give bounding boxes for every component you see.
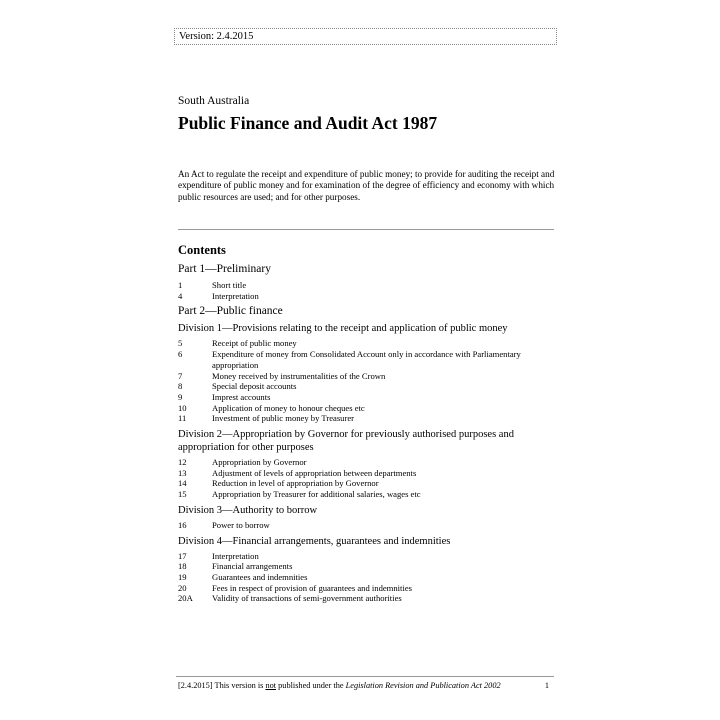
toc-entry-number: 7 bbox=[178, 370, 183, 381]
footer-text-before: This version is bbox=[214, 681, 264, 690]
divider bbox=[178, 229, 554, 230]
toc-entry-title: Validity of transactions of semi-government authorities bbox=[212, 593, 402, 604]
toc-division-2-heading[interactable]: Division 2—Appropriation by Governor for previously authorised purposes and appropriation for other purposes bbox=[178, 429, 514, 454]
toc-entry-title: Fees in respect of provision of guarantees and indemnities bbox=[212, 582, 412, 593]
toc-entry-title: Adjustment of levels of appropriation between departments bbox=[212, 467, 417, 478]
toc-entry[interactable] bbox=[178, 413, 558, 424]
toc-entry[interactable] bbox=[178, 338, 558, 349]
long-title: An Act to regulate the receipt and expenditure of public money; to provide for auditing the receipt and expenditure of public money and for examination of the degree of efficiency and economy with which public resources are used; and for other purposes. bbox=[178, 169, 555, 202]
toc-entry-title: Investment of public money by Treasurer bbox=[212, 413, 355, 424]
toc-entry-number: 10 bbox=[178, 402, 187, 413]
footer-divider bbox=[176, 676, 554, 677]
toc-entry-title: Special deposit accounts bbox=[212, 381, 297, 392]
toc-entry[interactable] bbox=[178, 561, 558, 572]
toc-entry-title: Interpretation bbox=[212, 550, 259, 561]
toc-entry[interactable] bbox=[178, 381, 558, 392]
version-label: Version: 2.4.2015 bbox=[179, 31, 254, 42]
toc-entry[interactable] bbox=[178, 371, 558, 382]
toc-entry-number: 16 bbox=[178, 519, 187, 530]
toc-entry[interactable] bbox=[178, 478, 558, 489]
toc-division-2-entries bbox=[178, 457, 558, 500]
toc-entry-title: Reduction in level of appropriation by Governor bbox=[212, 478, 379, 489]
toc-entry-title: Power to borrow bbox=[212, 519, 270, 530]
toc-entry-number: 13 bbox=[178, 467, 187, 478]
toc-part-1-entries bbox=[178, 280, 558, 301]
toc-division-3-heading[interactable]: Division 3—Authority to borrow bbox=[178, 504, 318, 516]
toc-entry-number: 4 bbox=[178, 290, 183, 301]
footer-date: [2.4.2015] bbox=[178, 681, 213, 690]
toc-entry[interactable] bbox=[178, 392, 558, 403]
toc-division-1-entries bbox=[178, 338, 558, 424]
toc-entry-title: Financial arrangements bbox=[212, 561, 293, 572]
toc-entry-title: Receipt of public money bbox=[212, 338, 297, 349]
table-of-contents bbox=[178, 242, 558, 606]
toc-entry[interactable] bbox=[178, 520, 558, 531]
toc-division-1-heading[interactable]: Division 1—Provisions relating to the receipt and application of public money bbox=[178, 323, 508, 335]
toc-entry-title: Short title bbox=[212, 280, 247, 290]
toc-entry-number: 1 bbox=[178, 280, 183, 290]
footer-not: not bbox=[265, 681, 277, 690]
toc-part-1-heading[interactable]: Part 1—Preliminary bbox=[178, 263, 271, 275]
toc-entry-number: 9 bbox=[178, 391, 183, 402]
footer-text-middle: published under the bbox=[278, 681, 344, 690]
toc-entry-number: 6 bbox=[178, 349, 183, 360]
toc-entry-title: Money received by instrumentalities of the Crown bbox=[212, 370, 386, 381]
toc-entry[interactable] bbox=[178, 280, 558, 291]
toc-entry[interactable] bbox=[178, 291, 558, 302]
toc-entry[interactable] bbox=[178, 583, 558, 594]
toc-part-2-heading[interactable]: Part 2—Public finance bbox=[178, 305, 283, 318]
jurisdiction-label: South Australia bbox=[178, 95, 250, 107]
toc-entry-number: 8 bbox=[178, 381, 183, 392]
toc-entry[interactable] bbox=[178, 489, 558, 500]
toc-entry-title: Interpretation bbox=[212, 290, 259, 301]
toc-entry-number: 11 bbox=[178, 413, 187, 424]
toc-division-3-entries bbox=[178, 520, 558, 531]
version-box bbox=[174, 28, 557, 45]
toc-entry-number: 20 bbox=[178, 582, 187, 593]
toc-entry-number: 17 bbox=[178, 550, 187, 561]
toc-entry-title: Expenditure of money from Consolidated Account only in accordance with Parliamentary appropriation bbox=[212, 349, 521, 370]
page-number: 1 bbox=[544, 681, 549, 690]
act-title: Public Finance and Audit Act 1987 bbox=[178, 113, 438, 133]
toc-entry-number: 15 bbox=[178, 489, 187, 500]
toc-entry-title: Guarantees and indemnities bbox=[212, 571, 308, 582]
toc-entry[interactable] bbox=[178, 349, 558, 370]
toc-entry[interactable] bbox=[178, 593, 558, 604]
toc-entry[interactable] bbox=[178, 551, 558, 562]
contents-heading: Contents bbox=[178, 243, 226, 257]
toc-entry-number: 18 bbox=[178, 561, 187, 572]
toc-entry[interactable] bbox=[178, 572, 558, 583]
toc-entry[interactable] bbox=[178, 468, 558, 479]
toc-entry-number: 20A bbox=[178, 593, 193, 604]
toc-entry-number: 5 bbox=[178, 338, 183, 349]
toc-division-4-entries bbox=[178, 551, 558, 605]
toc-entry-number: 19 bbox=[178, 571, 187, 582]
page-footer bbox=[178, 681, 553, 691]
footer-act-name: Legislation Revision and Publication Act 2002 bbox=[345, 681, 501, 690]
toc-entry-number: 12 bbox=[178, 457, 187, 468]
toc-entry[interactable] bbox=[178, 457, 558, 468]
toc-entry[interactable] bbox=[178, 403, 558, 414]
toc-entry-title: Appropriation by Treasurer for additional salaries, wages etc bbox=[212, 489, 421, 500]
toc-entry-number: 14 bbox=[178, 478, 187, 489]
toc-entry-title: Imprest accounts bbox=[212, 391, 271, 402]
toc-entry-title: Appropriation by Governor bbox=[212, 457, 307, 468]
toc-entry-title: Application of money to honour cheques etc bbox=[212, 402, 365, 413]
toc-division-4-heading[interactable]: Division 4—Financial arrangements, guarantees and indemnities bbox=[178, 535, 451, 547]
